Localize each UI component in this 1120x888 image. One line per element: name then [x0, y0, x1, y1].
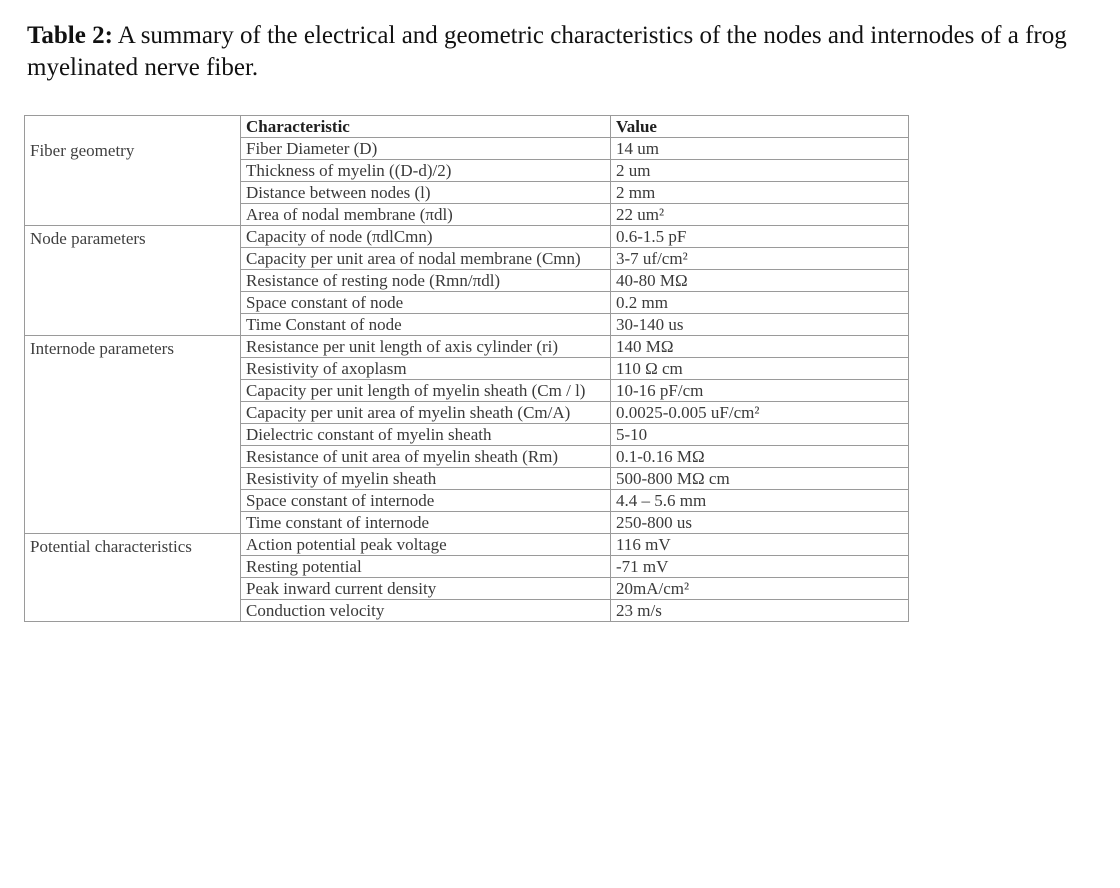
value-cell: 14 um: [611, 138, 909, 160]
characteristic-cell: Resistivity of axoplasm: [241, 358, 611, 380]
characteristic-cell: Area of nodal membrane (πdl): [241, 204, 611, 226]
summary-table-body: [25, 116, 909, 622]
group-label: Fiber geometry: [25, 138, 241, 226]
group-label: Internode parameters: [25, 336, 241, 534]
caption-label: Table 2:: [27, 22, 113, 49]
characteristic-cell: Resting potential: [241, 556, 611, 578]
value-cell: 0.1-0.16 MΩ: [611, 446, 909, 468]
header-cell-group: [25, 116, 241, 138]
characteristic-cell: Action potential peak voltage: [241, 534, 611, 556]
characteristic-cell: Resistance of unit area of myelin sheath (Rm): [241, 446, 611, 468]
characteristic-cell: Capacity per unit length of myelin sheath (Cm / l): [241, 380, 611, 402]
value-cell: 2 um: [611, 160, 909, 182]
value-cell: 2 mm: [611, 182, 909, 204]
value-cell: 3-7 uf/cm²: [611, 248, 909, 270]
characteristic-cell: Resistance of resting node (Rmn/πdl): [241, 270, 611, 292]
characteristic-cell: Fiber Diameter (D): [241, 138, 611, 160]
characteristic-cell: Space constant of internode: [241, 490, 611, 512]
value-cell: 30-140 us: [611, 314, 909, 336]
characteristic-cell: Capacity of node (πdlCmn): [241, 226, 611, 248]
characteristic-cell: Capacity per unit area of nodal membrane (Cmn): [241, 248, 611, 270]
value-cell: 10-16 pF/cm: [611, 380, 909, 402]
characteristic-cell: Space constant of node: [241, 292, 611, 314]
value-cell: 0.0025-0.005 uF/cm²: [611, 402, 909, 424]
table-row: [25, 534, 909, 556]
value-cell: 250-800 us: [611, 512, 909, 534]
table-row: [25, 226, 909, 248]
table-caption: [27, 20, 1097, 84]
table-row: [25, 138, 909, 160]
value-cell: 22 um²: [611, 204, 909, 226]
value-cell: 20mA/cm²: [611, 578, 909, 600]
characteristic-cell: Resistance per unit length of axis cylinder (ri): [241, 336, 611, 358]
value-cell: 116 mV: [611, 534, 909, 556]
group-label: Potential characteristics: [25, 534, 241, 622]
characteristic-cell: Dielectric constant of myelin sheath: [241, 424, 611, 446]
summary-table: [24, 115, 909, 622]
characteristic-cell: Peak inward current density: [241, 578, 611, 600]
header-row: [25, 116, 909, 138]
table-row: [25, 336, 909, 358]
header-cell-value: Value: [611, 116, 909, 138]
caption-text: A summary of the electrical and geometric characteristics of the nodes and internodes of a frog myelinated nerve fiber.: [27, 22, 1067, 81]
value-cell: 0.6-1.5 pF: [611, 226, 909, 248]
characteristic-cell: Conduction velocity: [241, 600, 611, 622]
characteristic-cell: Thickness of myelin ((D-d)/2): [241, 160, 611, 182]
characteristic-cell: Capacity per unit area of myelin sheath (Cm/A): [241, 402, 611, 424]
value-cell: -71 mV: [611, 556, 909, 578]
value-cell: 4.4 – 5.6 mm: [611, 490, 909, 512]
value-cell: 500-800 MΩ cm: [611, 468, 909, 490]
value-cell: 23 m/s: [611, 600, 909, 622]
characteristic-cell: Resistivity of myelin sheath: [241, 468, 611, 490]
value-cell: 110 Ω cm: [611, 358, 909, 380]
value-cell: 140 MΩ: [611, 336, 909, 358]
characteristic-cell: Time Constant of node: [241, 314, 611, 336]
header-cell-characteristic: Characteristic: [241, 116, 611, 138]
value-cell: 40-80 MΩ: [611, 270, 909, 292]
value-cell: 5-10: [611, 424, 909, 446]
group-label: Node parameters: [25, 226, 241, 336]
characteristic-cell: Time constant of internode: [241, 512, 611, 534]
value-cell: 0.2 mm: [611, 292, 909, 314]
characteristic-cell: Distance between nodes (l): [241, 182, 611, 204]
